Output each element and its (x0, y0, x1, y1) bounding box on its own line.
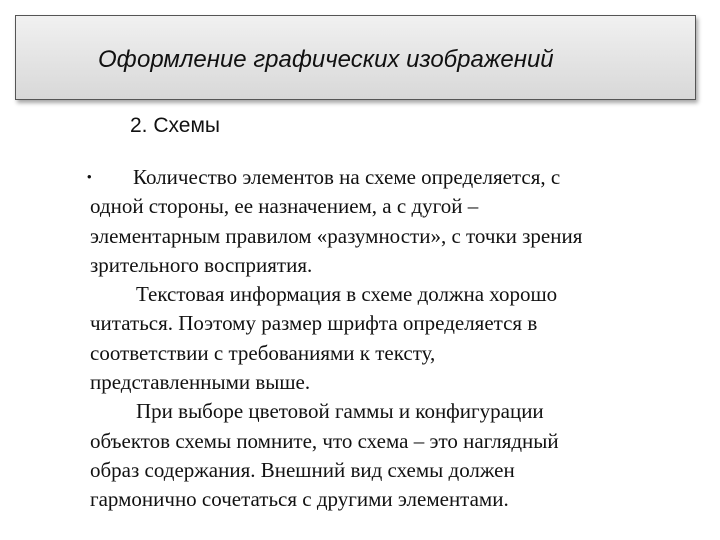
text-line: элементарным правилом «разумности», с точки зрения (90, 223, 583, 248)
text-line: читаться. Поэтому размер шрифта определяется в (90, 311, 538, 336)
text-line: зрительного восприятия. (90, 252, 313, 277)
title-box (15, 15, 696, 100)
text-line: гармонично сочетаться с другими элементами. (90, 487, 509, 512)
text-line: объектов схемы помните, что схема – это наглядный (90, 428, 559, 453)
text-line: • Количество элементов на схеме определяется, с (90, 162, 690, 192)
text-line: Текстовая информация в схеме должна хорошо (136, 282, 558, 307)
slide-subtitle: 2. Схемы (130, 114, 220, 137)
slide-title: Оформление графических изображений (98, 46, 554, 73)
text-line: При выборе цветовой гаммы и конфигурации (136, 399, 544, 424)
body-text (87, 162, 690, 515)
text-line: образ содержания. Внешний вид схемы должен (90, 457, 515, 482)
bullet-icon: • (87, 169, 92, 184)
text-line: представленными выше. (90, 370, 311, 395)
text-line: одной стороны, ее назначением, а с дугой – (90, 194, 479, 219)
text-line: соответствии с требованиями к тексту, (90, 340, 436, 365)
